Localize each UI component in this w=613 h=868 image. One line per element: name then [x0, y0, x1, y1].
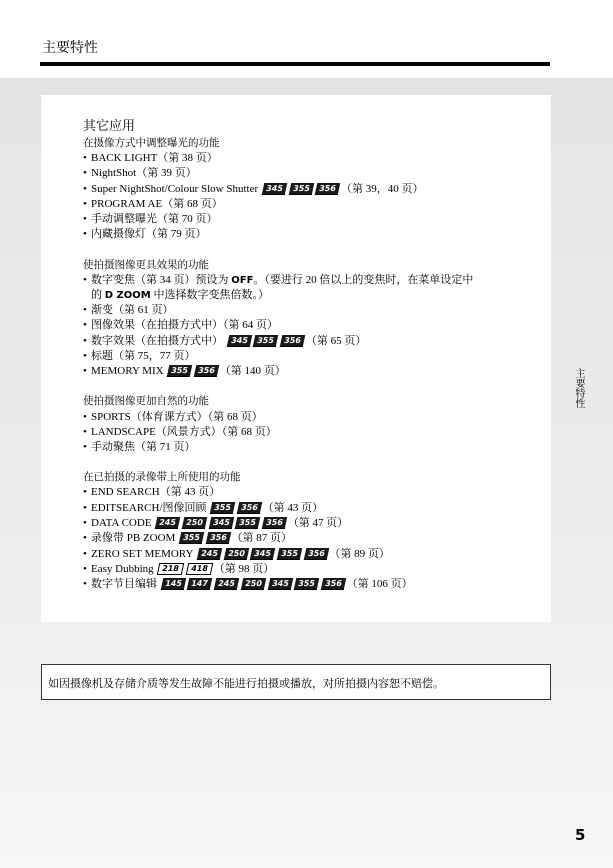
model-badge: 418 — [186, 563, 213, 575]
model-badge: 356 — [237, 502, 262, 514]
list-item: • Easy Dubbing 218 418 （第 98 页） — [83, 562, 523, 577]
list-item: • 数字节目编辑 145 147 245 250 345 355 356 （第 106 页） — [83, 577, 523, 592]
bullet: • — [83, 182, 87, 195]
model-badge: 355 — [210, 502, 235, 514]
subheading-tape: 在已拍摄的录像带上所使用的功能 — [83, 471, 241, 484]
notice-text: 如因摄像机及存储介质等发生故障不能进行拍摄或播放，对所拍摄内容恕不赔偿。 — [48, 677, 444, 690]
model-badge: 356 — [321, 578, 346, 590]
model-badge: 345 — [250, 548, 275, 560]
bullet: • — [83, 273, 87, 286]
bullet: • — [83, 410, 87, 423]
model-badge: 355 — [277, 548, 302, 560]
bullet: • — [83, 349, 87, 362]
list-item: • EDITSEARCH/图像回顾 355 356 （第 43 页） — [83, 501, 523, 516]
list-item: • SPORTS（体育课方式）（第 68 页） — [83, 410, 523, 425]
model-badge: 355 — [253, 335, 278, 347]
list-item: • 渐变（第 61 页） — [83, 303, 523, 318]
list-item: • 图像效果（在拍摄方式中）（第 64 页） — [83, 318, 523, 333]
list-item: • PROGRAM AE（第 68 页） — [83, 197, 523, 212]
model-badge: 355 — [235, 517, 260, 529]
subheading-natural: 使拍摄图像更加自然的功能 — [83, 395, 209, 408]
list-item: • NightShot（第 39 页） — [83, 166, 523, 181]
model-badge: 355 — [288, 183, 313, 195]
list-item: • BACK LIGHT（第 38 页） — [83, 151, 523, 166]
bullet: • — [83, 547, 87, 560]
model-badges — [154, 516, 288, 531]
bullet: • — [83, 213, 87, 226]
model-badge: 218 — [157, 563, 184, 575]
model-badge: 245 — [214, 578, 239, 590]
bullet: • — [83, 319, 87, 332]
model-badges — [226, 334, 306, 349]
bullet: • — [83, 517, 87, 530]
bullet: • — [83, 334, 87, 347]
section-title: 其它应用 — [83, 119, 136, 134]
list-item: • 数字效果（在拍摄方式中） 345 355 356 （第 65 页） — [83, 334, 523, 349]
bullet: • — [83, 441, 87, 454]
bullet: • — [83, 167, 87, 180]
subheading-effects: 使拍摄图像更具效果的功能 — [83, 258, 209, 271]
model-badge: 356 — [262, 517, 287, 529]
model-badge: 345 — [262, 183, 287, 195]
list-item: • DATA CODE 245 250 345 355 356 （第 47 页） — [83, 516, 523, 531]
model-badge: 355 — [179, 532, 204, 544]
page-number: 5 — [575, 826, 586, 844]
model-badge: 345 — [208, 517, 233, 529]
model-badges — [178, 531, 231, 546]
bullet: • — [83, 532, 87, 545]
list-item: • 录像带 PB ZOOM 355 356 （第 87 页） — [83, 531, 523, 546]
model-badge: 356 — [315, 183, 340, 195]
model-badge: 250 — [241, 578, 266, 590]
model-badges — [196, 547, 330, 562]
bullet: • — [83, 304, 87, 317]
model-badge: 250 — [182, 517, 207, 529]
bullet: • — [83, 152, 87, 165]
feature-list — [83, 118, 523, 593]
bullet: • — [83, 365, 87, 378]
model-badge: 345 — [267, 578, 292, 590]
list-item: • 数字变焦（第 34 页）预设为 OFF。（要进行 20 倍以上的变焦时，在菜单设定中 — [83, 273, 523, 288]
model-badge: 356 — [280, 335, 305, 347]
model-badge: 356 — [194, 365, 219, 377]
model-badge: 145 — [160, 578, 185, 590]
model-badge: 250 — [223, 548, 248, 560]
bullet: • — [83, 197, 87, 210]
page-title: 主要特性 — [42, 40, 98, 56]
bullet: • — [83, 486, 87, 499]
list-item: • 内藏摄像灯（第 79 页） — [83, 227, 523, 242]
bullet: • — [83, 563, 87, 576]
model-badge: 356 — [303, 548, 328, 560]
model-badge: 345 — [226, 335, 251, 347]
list-item: • 手动调整曝光（第 70 页） — [83, 212, 523, 227]
bullet: • — [83, 501, 87, 514]
model-badges — [156, 562, 213, 577]
list-item: • MEMORY MIX 355 356 （第 140 页） — [83, 364, 523, 379]
list-item: • 手动聚焦（第 71 页） — [83, 440, 523, 455]
model-badges — [209, 501, 262, 516]
list-item-continuation: 的 D ZOOM 中选择数字变焦倍数。） — [91, 288, 269, 301]
model-badge: 356 — [206, 532, 231, 544]
notice-box — [41, 664, 551, 700]
model-badge: 245 — [197, 548, 222, 560]
list-item: • END SEARCH（第 43 页） — [83, 485, 523, 500]
model-badges — [261, 182, 341, 197]
model-badge: 355 — [294, 578, 319, 590]
bullet: • — [83, 425, 87, 438]
bullet: • — [83, 578, 87, 591]
title-rule — [40, 62, 550, 66]
subheading-exposure: 在摄像方式中调整曝光的功能 — [83, 137, 220, 149]
list-item: • 标题（第 75，77 页） — [83, 349, 523, 364]
list-item: • LANDSCAPE（风景方式）（第 68 页） — [83, 425, 523, 440]
side-tab-label: 主要特性 — [573, 368, 584, 408]
model-badges — [160, 577, 347, 592]
model-badge: 147 — [187, 578, 212, 590]
list-item: • ZERO SET MEMORY 245 250 345 355 356 （第 89 页） — [83, 547, 523, 562]
list-item: • Super NightShot/Colour Slow Shutter 345 355 356 （第 39，40 页） — [83, 182, 523, 197]
bullet: • — [83, 228, 87, 241]
model-badges — [166, 364, 219, 379]
model-badge: 355 — [167, 365, 192, 377]
model-badge: 245 — [155, 517, 180, 529]
